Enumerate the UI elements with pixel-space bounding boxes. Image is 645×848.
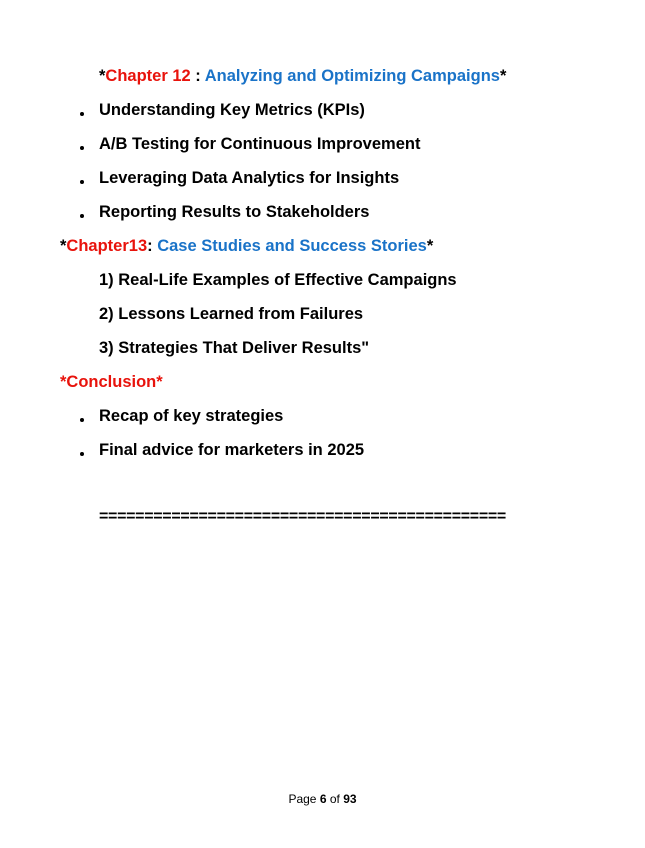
conclusion-heading: *Conclusion* <box>60 373 163 391</box>
chapter-12-label: Chapter 12 <box>105 67 191 85</box>
chapter-12-heading <box>99 66 506 86</box>
chapter-13-label: Chapter13 <box>66 237 148 255</box>
bullet-icon <box>80 452 84 456</box>
heading-suffix: * <box>499 67 507 85</box>
bullet-icon <box>80 418 84 422</box>
bullet-icon <box>80 112 84 116</box>
list-item: 3) Strategies That Deliver Results" <box>99 339 370 357</box>
list-item: 2) Lessons Learned from Failures <box>99 305 364 323</box>
list-item: Final advice for marketers in 2025 <box>99 441 365 459</box>
heading-prefix: * <box>60 237 67 255</box>
footer-of-word: of <box>326 792 344 806</box>
list-item: Leveraging Data Analytics for Insights <box>99 169 400 187</box>
footer-page-word: Page <box>288 792 320 806</box>
list-item: Recap of key strategies <box>99 407 284 425</box>
list-item: 1) Real-Life Examples of Effective Campaigns <box>99 271 457 289</box>
total-pages-number: 93 <box>343 792 357 806</box>
chapter-13-heading <box>60 236 433 256</box>
heading-prefix: * <box>99 67 106 85</box>
list-item: A/B Testing for Continuous Improvement <box>99 135 421 153</box>
page-footer <box>0 791 645 807</box>
separator-line: ============================================= <box>99 508 506 525</box>
chapter-13-title: Case Studies and Success Stories <box>157 237 427 255</box>
bullet-icon <box>80 146 84 150</box>
heading-colon: : <box>190 67 205 85</box>
current-page-number: 6 <box>319 792 327 806</box>
list-item: Understanding Key Metrics (KPIs) <box>99 101 365 119</box>
list-item: Reporting Results to Stakeholders <box>99 203 370 221</box>
bullet-icon <box>80 180 84 184</box>
heading-suffix: * <box>426 237 434 255</box>
bullet-icon <box>80 214 84 218</box>
chapter-12-title: Analyzing and Optimizing Campaigns <box>204 67 500 85</box>
heading-colon: : <box>147 237 158 255</box>
